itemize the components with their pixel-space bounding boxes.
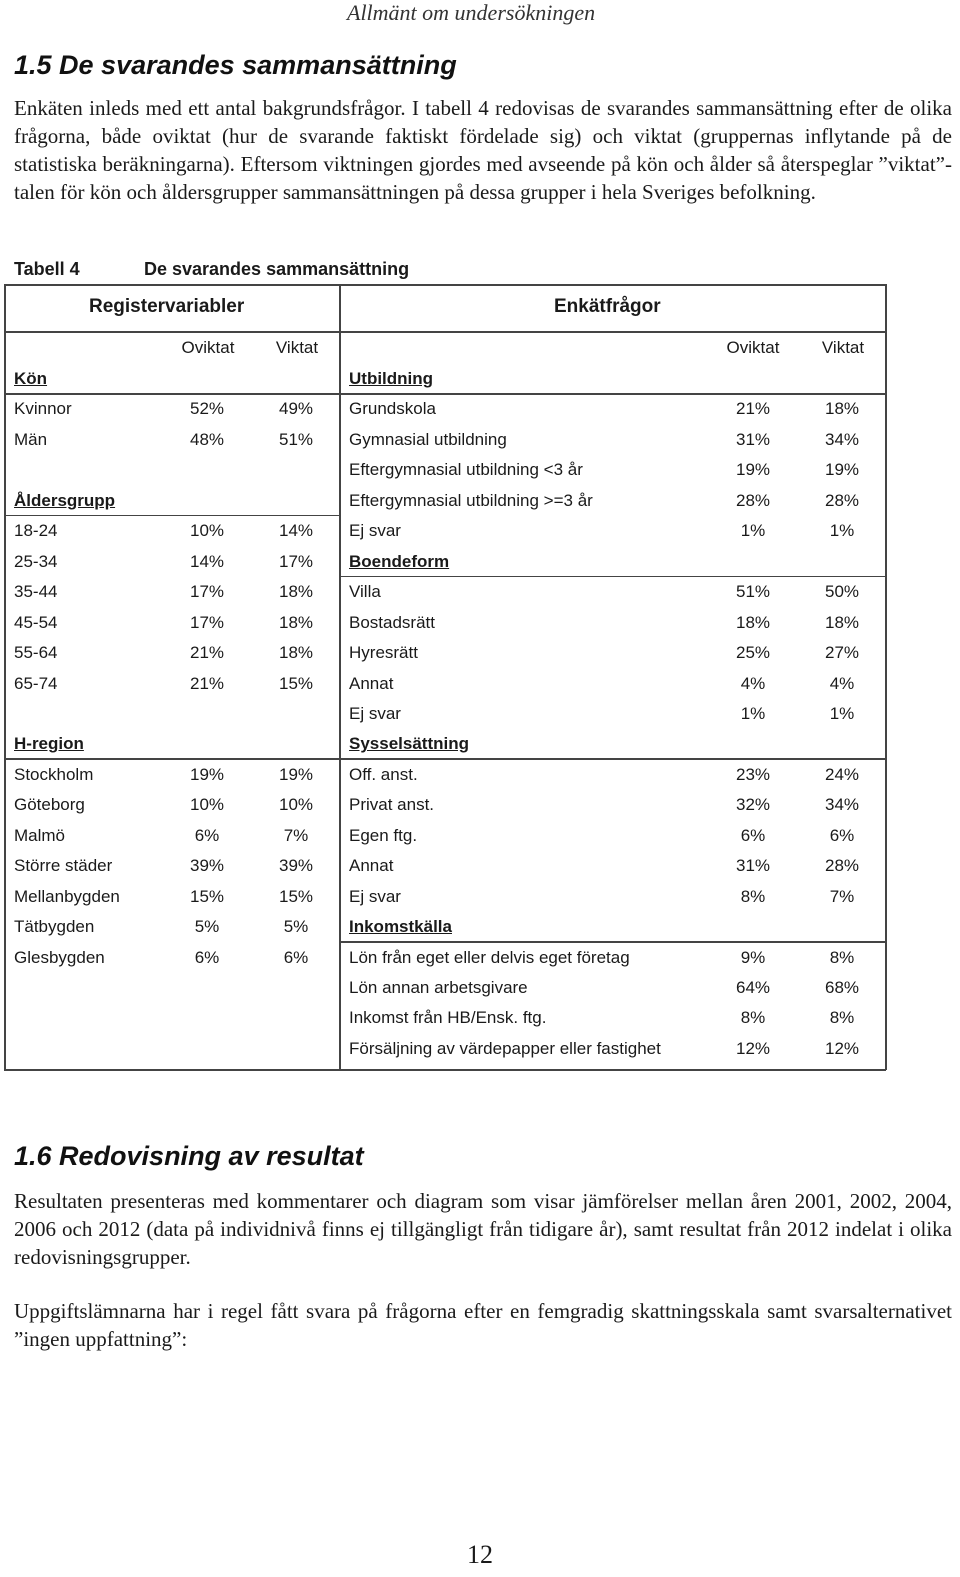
value-weighted: 15%: [278, 673, 314, 693]
row-label: 35-44: [14, 582, 58, 602]
table-label: Tabell 4: [14, 259, 80, 279]
table-border-right: [885, 284, 887, 1070]
value-unweighted: 17%: [189, 612, 225, 632]
page-number: 12: [467, 1540, 493, 1569]
row-label: Ej svar: [349, 521, 401, 541]
value-weighted: 50%: [824, 582, 860, 602]
scale-paragraph: Uppgiftslämnarna har i regel fått svara på frågorna efter en femgradig skattningsskala samt svarsalternativet ”ingen uppfattning”:: [14, 1299, 952, 1351]
value-unweighted: 10%: [189, 521, 225, 541]
value-weighted: 15%: [278, 886, 314, 906]
value-weighted: 28%: [824, 856, 860, 876]
value-weighted: 24%: [824, 764, 860, 784]
value-weighted: 14%: [278, 521, 314, 541]
row-label: Stockholm: [14, 764, 94, 784]
row-label: Göteborg: [14, 795, 85, 815]
table-header-left: Registervariabler: [89, 296, 245, 317]
value-unweighted: 12%: [735, 1038, 771, 1058]
value-unweighted: 18%: [735, 612, 771, 632]
table-divider: [339, 284, 341, 1070]
table-header-right: Enkätfrågor: [554, 296, 661, 317]
group-heading: Sysselsättning: [349, 734, 469, 754]
row-label: 65-74: [14, 673, 58, 693]
row-label: Gymnasial utbildning: [349, 429, 507, 449]
value-unweighted: 51%: [735, 582, 771, 602]
section-title: 1.5 De svarandes sammansättning: [14, 50, 457, 80]
value-unweighted: 4%: [740, 673, 766, 693]
value-weighted: 18%: [824, 399, 860, 419]
row-label: Eftergymnasial utbildning <3 år: [349, 460, 583, 480]
table-border-bottom: [4, 1069, 886, 1071]
value-unweighted: 28%: [735, 490, 771, 510]
row-label: 55-64: [14, 643, 58, 663]
results-paragraph: Resultaten presenteras med kommentarer och diagram som visar jämförelser mellan åren 2001, 2002, 2004, 2006 och 2012 (data på individnivå finns ej tillgängligt från tidigare år), samt resultat från 2012 indelat i olika redovisningsgrupper.: [14, 1189, 952, 1269]
group-heading: Utbildning: [349, 369, 434, 388]
value-weighted: 18%: [278, 582, 314, 602]
section-title: 1.6 Redovisning av resultat: [14, 1141, 364, 1171]
row-label: 45-54: [14, 612, 58, 632]
value-weighted: 18%: [824, 612, 860, 632]
value-unweighted: 6%: [740, 825, 766, 845]
row-label: Män: [14, 429, 48, 449]
value-weighted: 39%: [278, 856, 314, 876]
value-unweighted: 21%: [189, 643, 225, 663]
value-weighted: 1%: [829, 703, 855, 723]
row-label: Privat anst.: [349, 795, 435, 815]
value-unweighted: 1%: [740, 703, 766, 723]
value-weighted: 6%: [283, 947, 309, 967]
value-unweighted: 39%: [189, 856, 225, 876]
row-label: Ej svar: [349, 703, 401, 723]
col-header-unweighted: Oviktat: [726, 338, 780, 357]
value-weighted: 19%: [824, 460, 860, 480]
value-unweighted: 48%: [189, 429, 225, 449]
value-unweighted: 9%: [740, 947, 766, 967]
value-weighted: 5%: [283, 917, 309, 937]
value-unweighted: 15%: [189, 886, 225, 906]
row-label: Malmö: [14, 825, 66, 845]
value-weighted: 7%: [829, 886, 855, 906]
row-label: Lön annan arbetsgivare: [349, 978, 528, 997]
row-label: Villa: [349, 582, 381, 602]
table-border-left: [4, 284, 6, 1070]
row-label: Ej svar: [349, 886, 401, 906]
value-unweighted: 25%: [735, 643, 771, 663]
value-weighted: 12%: [824, 1038, 860, 1058]
value-weighted: 18%: [278, 643, 314, 663]
row-label: Grundskola: [349, 399, 436, 419]
value-weighted: 68%: [824, 978, 860, 997]
group-heading: H-region: [14, 734, 84, 754]
row-label: Mellanbygden: [14, 886, 120, 906]
col-header-weighted: Viktat: [275, 338, 319, 357]
row-label: Off. anst.: [349, 764, 418, 784]
group-heading: Inkomstkälla: [349, 917, 452, 937]
value-unweighted: 10%: [189, 795, 225, 815]
value-weighted: 27%: [824, 643, 860, 663]
row-label: Inkomst från HB/Ensk. ftg.: [349, 1008, 547, 1028]
value-unweighted: 32%: [735, 795, 771, 815]
value-unweighted: 23%: [735, 764, 771, 784]
value-unweighted: 1%: [740, 521, 766, 541]
value-unweighted: 6%: [194, 947, 220, 967]
value-unweighted: 31%: [735, 856, 771, 876]
value-unweighted: 52%: [189, 399, 225, 419]
row-label: Försäljning av värdepapper eller fastighet: [349, 1038, 661, 1058]
value-unweighted: 14%: [189, 551, 225, 571]
col-header-unweighted: Oviktat: [181, 338, 235, 357]
value-weighted: 4%: [829, 673, 855, 693]
value-weighted: 10%: [278, 795, 314, 815]
value-unweighted: 5%: [194, 917, 220, 937]
row-label: Bostadsrätt: [349, 612, 435, 632]
value-weighted: 7%: [283, 825, 309, 845]
group-heading: Åldersgrupp: [14, 490, 116, 510]
group-heading: Kön: [14, 369, 48, 388]
row-label: 25-34: [14, 551, 58, 571]
row-label: Annat: [349, 856, 394, 876]
value-weighted: 18%: [278, 612, 314, 632]
value-weighted: 6%: [829, 825, 855, 845]
col-header-weighted: Viktat: [821, 338, 865, 357]
value-unweighted: 6%: [194, 825, 220, 845]
value-unweighted: 64%: [735, 978, 771, 997]
row-label: Egen ftg.: [349, 825, 418, 845]
row-label: Eftergymnasial utbildning >=3 år: [349, 490, 593, 510]
value-weighted: 19%: [278, 764, 314, 784]
running-header: Allmänt om undersökningen: [347, 0, 596, 25]
value-weighted: 51%: [278, 429, 314, 449]
table-caption: [14, 259, 410, 280]
value-weighted: 34%: [824, 429, 860, 449]
row-label: Större städer: [14, 856, 113, 876]
value-weighted: 28%: [824, 490, 860, 510]
value-unweighted: 8%: [740, 886, 766, 906]
row-label: Annat: [349, 673, 394, 693]
row-label: Hyresrätt: [349, 643, 418, 663]
value-unweighted: 19%: [189, 764, 225, 784]
value-unweighted: 19%: [735, 460, 771, 480]
value-unweighted: 31%: [735, 429, 771, 449]
value-weighted: 17%: [278, 551, 314, 571]
value-unweighted: 17%: [189, 582, 225, 602]
table-title: De svarandes sammansättning: [144, 259, 410, 279]
row-label: Glesbygden: [14, 947, 105, 967]
intro-paragraph: Enkäten inleds med ett antal bakgrundsfrågor. I tabell 4 redovisas de svarandes sammansättning efter de olika frågorna, både oviktat (hur de svarande faktiskt fördelade sig) och viktat (gruppernas inflytande på de statistiska beräkningarna). Eftersom viktningen gjordes med avseende på kön och ålder så återspeglar ”viktat”-talen för kön och åldersgrupper sammansättningen på dessa grupper i hela Sveriges befolkning.: [14, 96, 952, 204]
value-unweighted: 21%: [189, 673, 225, 693]
group-heading: Boendeform: [349, 551, 450, 571]
value-unweighted: 21%: [735, 399, 771, 419]
row-label: Tätbygden: [14, 917, 95, 937]
row-label: 18-24: [14, 521, 58, 541]
value-weighted: 1%: [829, 521, 855, 541]
table-border-top: [4, 284, 886, 286]
value-weighted: 49%: [278, 399, 314, 419]
value-unweighted: 8%: [740, 1008, 766, 1028]
value-weighted: 34%: [824, 795, 860, 815]
row-label: Lön från eget eller delvis eget företag: [349, 947, 630, 967]
value-weighted: 8%: [829, 947, 855, 967]
value-weighted: 8%: [829, 1008, 855, 1028]
row-label: Kvinnor: [14, 399, 72, 419]
